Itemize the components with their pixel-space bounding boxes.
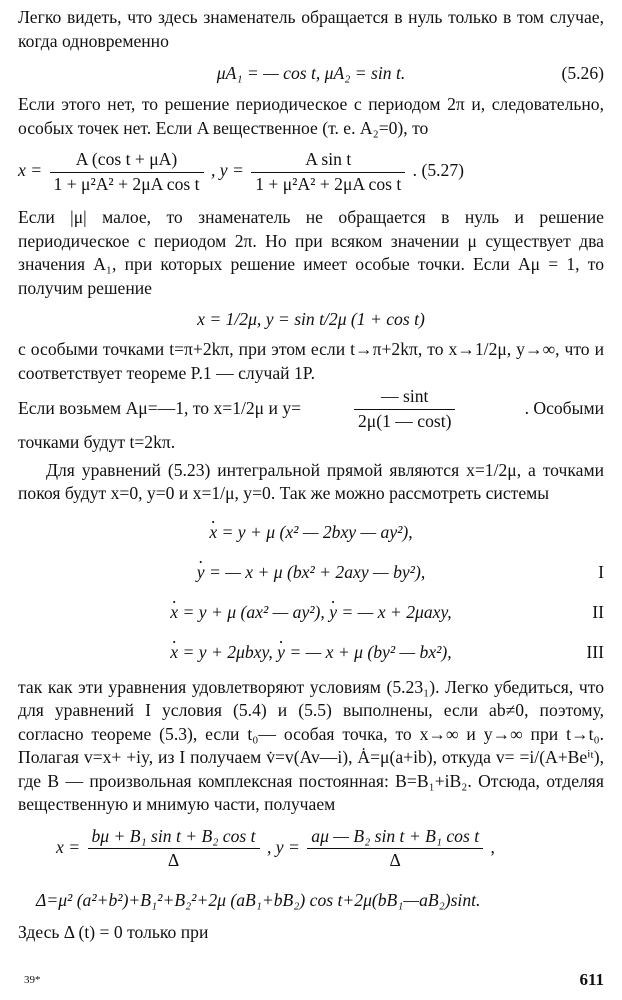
- eq-y-numerator: aμ — B₂ sin t + B₁ cos t: [307, 825, 483, 850]
- paragraph-1: Легко видеть, что здесь знаменатель обращается в нуль только в том случае, когда одновременно: [18, 7, 604, 51]
- signature-mark: 39*: [24, 974, 41, 986]
- eq527-y-lhs: , y =: [210, 160, 244, 181]
- system-III-label: III: [586, 641, 604, 662]
- equation-5-27: [18, 140, 604, 206]
- equation-solution-body: x = 1/2μ, y = sin t/2μ (1 + cos t): [197, 309, 425, 329]
- system-II-label: II: [592, 601, 604, 622]
- paragraph-2: Если этого нет, то решение периодическое с периодом 2π и, следовательно, особых точек нет. Если A вещественное (т. е. A₂=0), то: [18, 94, 604, 138]
- system-II-body-a: = y + μ (ax² — ay²),: [178, 601, 330, 622]
- eq-y-denominator: Δ: [389, 850, 401, 870]
- y-fraction: [354, 385, 455, 433]
- page-footer: [24, 970, 604, 994]
- eq527-y-fraction: [251, 148, 405, 196]
- eq527-x-numerator: A (cos t + μA): [50, 148, 204, 173]
- eq-y-fraction: [307, 825, 483, 873]
- equation-number-5-26: (5.26): [561, 63, 604, 83]
- eq527-x-lhs: x =: [18, 160, 43, 181]
- eq-x-fraction: [88, 825, 260, 873]
- paragraph-5-end: . Особыми: [524, 398, 604, 418]
- y-fraction-numerator: — sint: [354, 385, 455, 410]
- system-III: [18, 632, 604, 672]
- paragraph-4: с особыми точками t=π+2kπ, при этом если t→π+2kπ, то x→1/2μ, y→∞, что и соответствует теореме P.1 — случай 1P.: [18, 339, 604, 383]
- paragraph-8: Здесь Δ (t) = 0 только при: [18, 921, 209, 942]
- paragraph-5: [18, 385, 604, 431]
- system-III-x: · x: [170, 632, 178, 672]
- eq527-y-numerator: A sin t: [251, 148, 405, 173]
- system-II: [18, 592, 604, 632]
- eq-x-numerator: bμ + B₁ sin t + B₂ cos t: [88, 825, 260, 850]
- system-0-body: = y + μ (x² — 2bxy — ay²),: [217, 521, 413, 542]
- equation-x-y: [18, 821, 604, 883]
- system-II-y: · y: [329, 592, 337, 632]
- paragraph-5-start: Если возьмем Aμ=—1, то x=1/2μ и y=: [18, 398, 302, 418]
- eq-y-lhs: , y =: [266, 836, 300, 857]
- eq-y-tail: ,: [490, 836, 495, 857]
- system-I-y: · y: [197, 552, 205, 592]
- equation-solution: [18, 300, 604, 338]
- system-III-y: · y: [277, 632, 285, 672]
- equation-delta-body: Δ=μ² (a²+b²)+B₁²+B₂²+2μ (aB₁+bB₂) cos t+2μ(bB₁—aB₂)sint.: [36, 889, 481, 910]
- paragraph-5-continuation: точками будут t=2kπ.: [18, 432, 176, 452]
- page-body: [18, 6, 604, 944]
- system-III-body-b: = — x + μ (by² — bx²),: [284, 641, 452, 662]
- system-II-body-b: = — x + 2μaxy,: [337, 601, 452, 622]
- paragraph-7: так как эти уравнения удовлетворяют условиям (5.23₁). Легко убедиться, что для уравнений I условия (5.4) и (5.5) выполнены, если ab≠0, поэтому, согласно теореме (5.3), если t₀— особая точка, то x→∞ и y→∞ при t→t₀. Полагая v=x+ +iy, из I получаем v̇=v(Av—i), Ȧ=μ(a+ib), откуда v= =i/(A+Beⁱᵗ), где B — произвольная комплексная постоянная: B=B₁+iB₂. Отсюда, отделяя вещественную и мнимую части, получаем: [18, 676, 604, 814]
- eq-x-lhs: x =: [56, 836, 81, 857]
- system-III-body-a: = y + 2μbxy,: [178, 641, 278, 662]
- y-fraction-denominator: 2μ(1 — cost): [358, 410, 452, 431]
- eq-x-denominator: Δ: [167, 850, 180, 870]
- paragraph-3: Если |μ| малое, то знаменатель не обращается в нуль и решение периодическое с периодом 2π. Но при всяком значении μ существует два значения A₁, при которых решение имеет особые точки. Если Aμ = 1, то получим решение: [18, 207, 604, 298]
- system-II-x: · x: [170, 592, 178, 632]
- equation-number-5-27: . (5.27): [412, 160, 464, 181]
- system-I: [18, 552, 604, 592]
- paragraph-6: Для уравнений (5.23) интегральной прямой являются x=1/2μ, а точками покоя будут x=0, y=0 и x=1/μ, y=0. Так же можно рассмотреть системы: [18, 459, 604, 503]
- system-0-x: · x: [209, 512, 217, 552]
- system-I-body: = — x + μ (bx² + 2axy — by²),: [204, 561, 426, 582]
- page-number: 611: [579, 970, 604, 989]
- equation-5-26-body: μA₁ = — cos t, μA₂ = sin t.: [216, 63, 406, 83]
- equation-delta: [18, 883, 604, 917]
- system-I-label: I: [598, 561, 604, 582]
- eq527-y-denominator: 1 + μ²A² + 2μA cos t: [255, 173, 402, 194]
- system-0: [18, 512, 604, 552]
- eq527-x-denominator: 1 + μ²A² + 2μA cos t: [53, 173, 200, 194]
- eq527-x-fraction: [50, 148, 204, 196]
- equation-5-26: [18, 53, 604, 93]
